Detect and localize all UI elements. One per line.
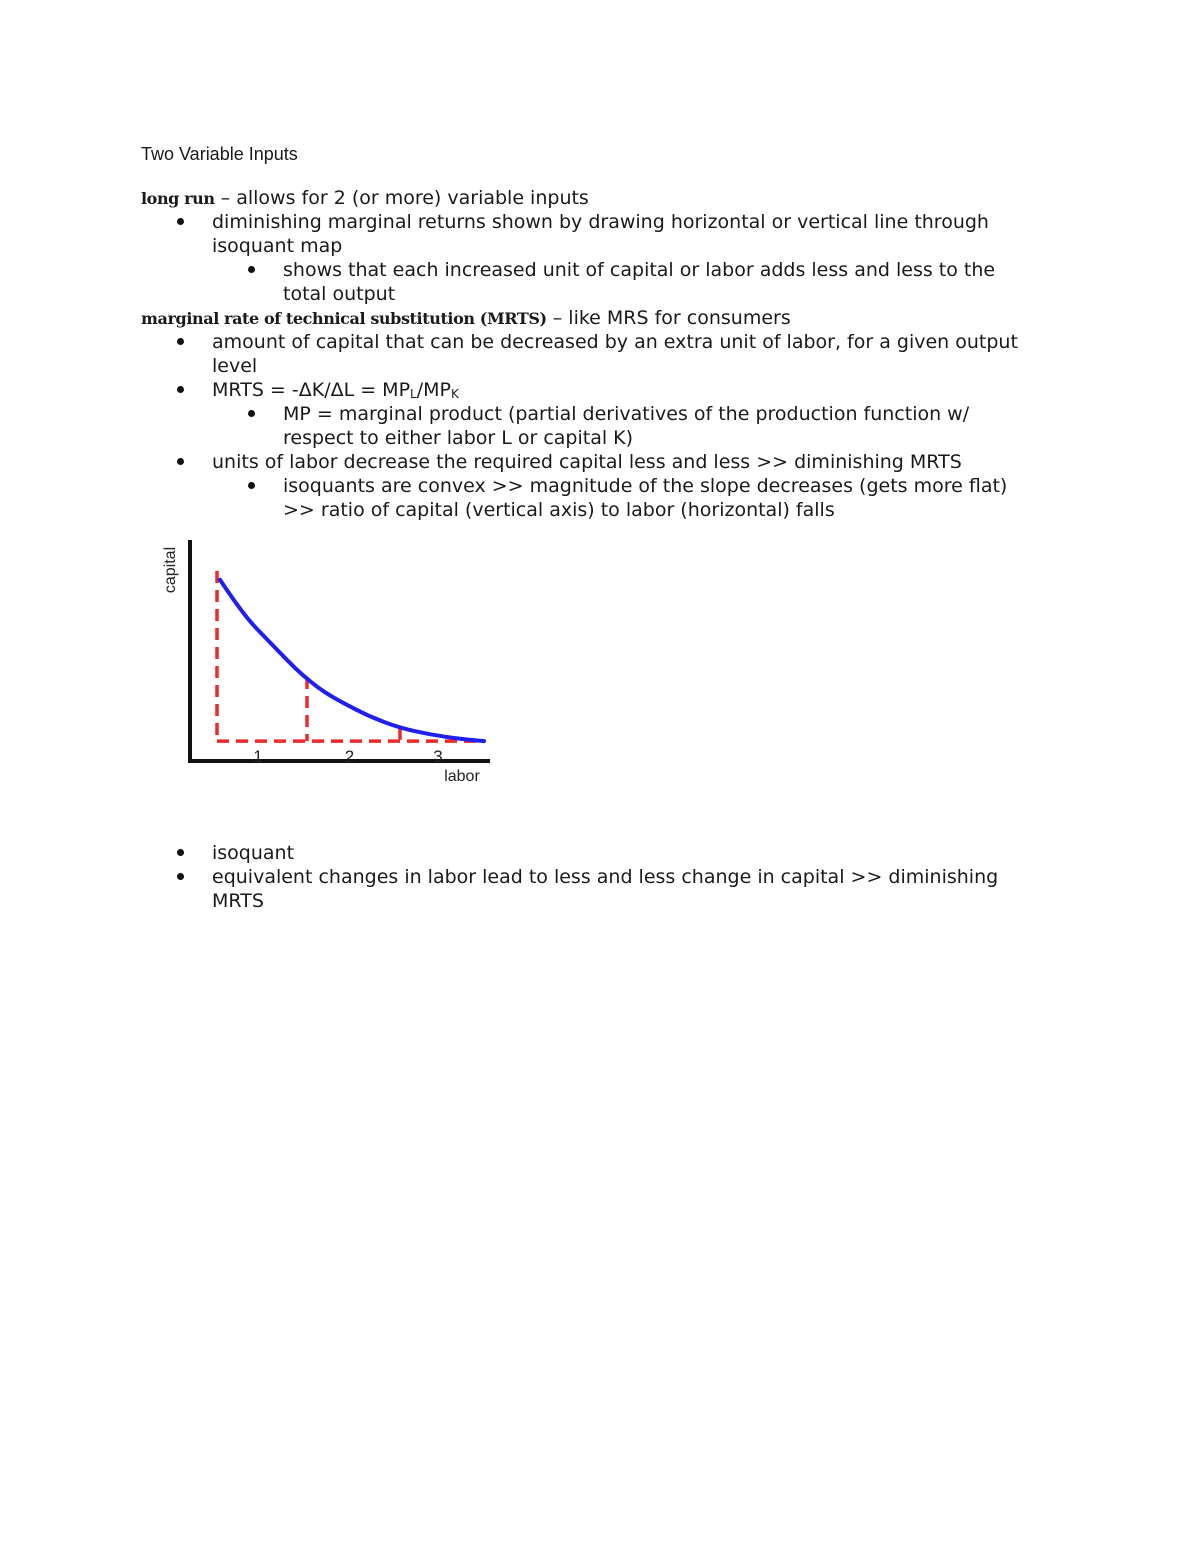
mrts-sub-bullet-1-line-2: respect to either labor L or capital K) (283, 427, 634, 449)
long-run-text: – allows for 2 (or more) variable inputs (214, 187, 589, 209)
long-run-sub-bullet-line-2: total output (283, 283, 396, 305)
mrts-sub-bullet-2-line-2: >> ratio of capital (vertical axis) to labor (horizontal) falls (283, 499, 835, 521)
isoquant-curve (220, 580, 484, 741)
bullet-icon (177, 873, 184, 880)
after-figure-bullet-1: isoquant (212, 842, 295, 864)
interval-label-2: 2 (344, 747, 355, 767)
mrts-formula-mid: /MP (416, 379, 451, 401)
long-run-bullet-1-line-1: diminishing marginal returns shown by drawing horizontal or vertical line through (212, 211, 989, 233)
after-figure-bullet-2-line-1: equivalent changes in labor lead to less and less change in capital >> diminishing (212, 866, 999, 888)
long-run-term: long run (141, 189, 215, 208)
after-figure-bullet-2-line-2: MRTS (212, 890, 264, 912)
mrts-formula-prefix: MRTS = -ΔK/ΔL = MP (212, 379, 411, 401)
y-axis-label: capital (162, 546, 179, 594)
long-run-sub-bullet-line-1: shows that each increased unit of capital or labor adds less and less to the (283, 259, 996, 281)
mrts-formula-sub-k: K (450, 387, 459, 401)
mrts-formula-sub-l: L (410, 387, 417, 401)
mrts-text: – like MRS for consumers (546, 307, 791, 329)
interval-label-1: 1 (253, 747, 263, 767)
mrts-term: marginal rate of technical substitution (MRTS) (141, 309, 547, 328)
mrts-sub-bullet-2-line-1: isoquants are convex >> magnitude of the slope decreases (gets more flat) (283, 475, 1008, 497)
document-title: Two Variable Inputs (141, 144, 298, 164)
x-axis-label: labor (444, 768, 480, 785)
mrts-bullet-3: units of labor decrease the required capital less and less >> diminishing MRTS (212, 451, 962, 473)
mrts-bullet-1-line-1: amount of capital that can be decreased by an extra unit of labor, for a given output (212, 331, 1018, 353)
mrts-bullet-1-line-2: level (212, 355, 258, 377)
mrts-sub-bullet-1-line-1: MP = marginal product (partial derivatives of the production function w/ (283, 403, 970, 425)
long-run-bullet-1-line-2: isoquant map (212, 235, 343, 257)
bullet-icon (177, 849, 184, 856)
interval-label-3: 3 (433, 747, 443, 767)
